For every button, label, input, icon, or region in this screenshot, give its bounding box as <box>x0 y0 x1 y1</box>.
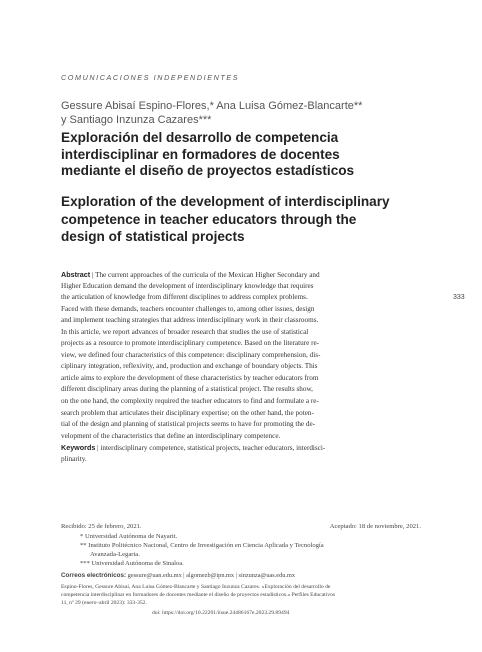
authors-line-1: Gessure Abisaí Espino-Flores,* Ana Luisa Gómez-Blancarte** <box>61 100 363 112</box>
abstract-line: ciplinary integration, reflexivity, and, production and exchange of boundary objects. This <box>61 362 318 371</box>
abstract-label: Abstract <box>61 270 91 279</box>
accepted-date: Aceptado: 18 de noviembre, 2021. <box>329 523 421 530</box>
abstract-line: Higher Education demand the development of interdisciplinary knowledge that requires <box>61 281 314 290</box>
abstract-line: and implement teaching strategies that address interdisciplinary work in their classrooms. <box>61 316 319 325</box>
abstract-line: In this article, we report advances of broader research that studies the use of statistical <box>61 327 309 336</box>
keywords-line: Keywords | interdisciplinary competence, statistical projects, teacher educators, interdisci- <box>61 443 326 453</box>
abstract-line: view, we defined four characteristics of this competence: disciplinary comprehension, dis- <box>61 350 321 359</box>
received-date: Recibido: 25 de febrero, 2021. <box>61 523 142 530</box>
section-label: COMUNICACIONES INDEPENDIENTES <box>61 73 240 82</box>
abstract-line: different disciplinary areas during the planning of a statistical project. The results show, <box>61 385 313 394</box>
emails-value[interactable]: gessure@uan.edu.mx | algomezb@ipn.mx | sinzunza@uas.edu.mx <box>126 572 295 579</box>
abstract-line: on the one hand, the complexity required the teacher educators to find and formulate a re- <box>61 397 319 406</box>
emails-label: Correos electrónicos: <box>61 572 127 579</box>
authors-line-2: y Santiago Inzunza Cazares*** <box>61 114 212 126</box>
abstract-line: the articulation of knowledge from different disciplines to address complex problems. <box>61 293 308 302</box>
doi-link[interactable]: doi: https://doi.org/10.22201/iisue.24486167e.2023.29.89494 <box>152 610 290 616</box>
footnote: ** Instituto Politécnico Nacional, Centro de Investigación en Ciencia Aplicada y Tecnología <box>80 542 324 549</box>
abstract-line: Faced with these demands, teachers encounter challenges to, among other issues, design <box>61 304 315 313</box>
abstract-line: Abstract | The current approaches of the curricula of the Mexican Higher Secondary and <box>61 270 320 279</box>
keywords-label: Keywords <box>61 443 96 453</box>
abstract-line: article aims to explore the development of these characteristics by teacher educators from <box>61 373 319 382</box>
citation-line: competencia interdisciplinar en formadores de docentes mediante el diseño de proyectos estadísticos.» Perfiles Educativos <box>61 591 336 598</box>
citation-line: 11, nº 29 (enero–abril 2023): 333-352. <box>61 599 147 606</box>
email-line <box>61 572 421 579</box>
abstract-line: tial of the design and planning of statistical projects seems to have for promoting the de- <box>61 420 316 429</box>
title-en-line: design of statistical projects <box>61 229 245 244</box>
title-spanish <box>61 130 431 180</box>
page-number: 333 <box>453 294 465 301</box>
title-en-line: competence in teacher educators through the <box>61 211 357 227</box>
author-list <box>61 99 421 127</box>
keywords-line: plinarity. <box>61 454 87 463</box>
title-es-line: interdisciplinar en formadores de docentes <box>61 146 340 162</box>
footnote: Avanzada-Legaria. <box>90 551 140 558</box>
abstract-line: velopment of the characteristics that define an interdisciplinary competence. <box>61 431 281 440</box>
abstract-line: search problem that articulates their disciplinary expertise; on the other hand, the poten- <box>61 408 314 417</box>
citation-line: Espino-Flores, Gessure Abisaí, Ana Luisa Gómez-Blancarte y Santiago Inzunza Cazares. «Exploración del desarrollo de <box>61 584 331 590</box>
abstract-block <box>61 269 421 465</box>
title-english <box>61 193 431 246</box>
footnote: * Universidad Autónoma de Nayarit. <box>80 533 178 540</box>
title-es-line: Exploración del desarrollo de competencia <box>61 130 339 145</box>
abstract-line: projects as a resource to promote interdisciplinary competence. Based on the literature re- <box>61 339 320 348</box>
footnote: *** Universidad Autónoma de Sinaloa. <box>80 560 184 567</box>
citation <box>61 584 421 608</box>
title-es-line: mediante el diseño de proyectos estadísticos <box>61 163 355 179</box>
title-en-line: Exploration of the development of interdisciplinary <box>61 194 390 209</box>
